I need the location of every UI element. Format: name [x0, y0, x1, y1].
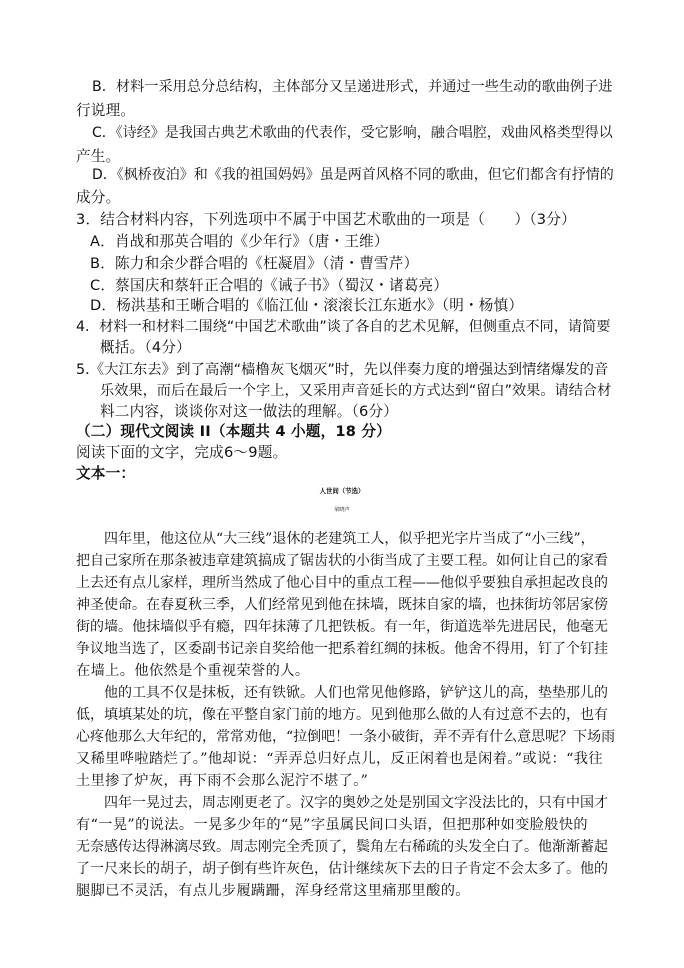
- passage-line: 神圣使命。在春夏秋三季，人们经常见到他在抹墙，既抹自家的墙，也抹街坊邻居家傍: [76, 597, 608, 613]
- q4-line2: 概括。（4分）: [100, 339, 191, 356]
- passage-line: 上去还有点儿家样，理所当然成了他心目中的重点工程——他似乎要独自承担起改良的: [76, 575, 608, 591]
- q3-stem: 3．结合材料内容，下列选项中不属于中国艺术歌曲的一项是（ ）（3分）: [76, 211, 576, 228]
- passage-line: 有“一晃”的说法。一晃多少年的“晃”字虽属民间口头语，但把那种如变脸般快的: [76, 817, 589, 833]
- passage-line: 腿脚已不灵活，有点儿步履蹒跚，浑身经常这里痛那里酸的。: [76, 883, 470, 899]
- passage-line: 土里掺了炉灰，再下雨不会那么泥泞不堪了。”: [76, 773, 369, 789]
- passage-line: 四年里，他这位从“大三线”退休的老建筑工人，似乎把光字片当成了“小三线”，: [76, 531, 595, 547]
- q2-option-c-line2: 产生。: [76, 148, 121, 165]
- passage-line: 心疼他那么大年纪的，常常劝他，“拉倒吧！一条小破街，弄不弄有什么意思呢？下场雨: [76, 729, 616, 745]
- q3-option-c: C．蔡国庆和蔡轩正合唱的《诫子书》（蜀汉・诸葛亮）: [90, 277, 449, 294]
- q2-option-c-line1: C．《诗经》是我国古典艺术歌曲的代表作，受它影响，融合唱腔，戏曲风格类型得以: [92, 125, 613, 141]
- q2-option-b-line1: B．材料一采用总分总结构，主体部分又呈递进形式，并通过一些生动的歌曲例子进: [92, 79, 613, 95]
- passage-line: 低，填填某处的坑，像在平整自家门前的地方。见到他那么做的人有过意不去的，也有: [76, 707, 608, 723]
- q3-option-b: B．陈力和余少群合唱的《枉凝眉》（清・曹雪芹）: [90, 255, 419, 272]
- passage-line: 四年一晃过去，周志刚更老了。汉字的奥妙之处是别国文字没法比的，只有中国才: [76, 795, 608, 811]
- section-instruction: 阅读下面的文字，完成6～9题。: [76, 444, 288, 461]
- passage-line: 无奈感传达得淋漓尽致。周志刚完全秃顶了，鬓角左右稀疏的头发全白了。他渐渐蓄起: [76, 839, 608, 855]
- q5-line3: 料二内容，谈谈你对这一做法的理解。（6分）: [100, 403, 399, 420]
- q2-option-d-line1: D．《枫桥夜泊》和《我的祖国妈妈》虽是两首风格不同的歌曲，但它们都含有抒情的: [92, 167, 614, 183]
- passage-author: 梁晓声: [334, 507, 350, 513]
- q5-line2: 乐效果，而后在最后一个字上，又采用声音延长的方式达到“留白”效果。请结合材: [100, 383, 612, 399]
- q2-option-b-line2: 行说理。: [76, 102, 136, 119]
- passage-line: 又稀里哗啦踏烂了。”他却说：“弄弄总归好点儿，反正闲着也是闲着。”或说：“我往: [76, 751, 603, 767]
- passage-line: 了一尺来长的胡子，胡子倒有些许灰色，估计继续灰下去的日子肯定不会太多了。他的: [76, 861, 608, 877]
- q3-option-d: D．杨洪基和王晰合唱的《临江仙・滚滚长江东逝水》（明・杨慎）: [90, 297, 524, 314]
- passage-line: 街的墙。他抹墙似乎有瘾，四年抹薄了几把铁板。有一年，街道选举先进居民，他毫无: [76, 619, 608, 635]
- passage-line: 在墙上。他依然是个重视荣誉的人。: [76, 663, 310, 679]
- passage-line: 他的工具不仅是抹板，还有铁锨。人们也常见他修路，铲铲这儿的高，垫垫那儿的: [76, 685, 608, 701]
- q2-option-d-line2: 成分。: [76, 189, 121, 206]
- passage-line: 争议地当选了，区委副书记亲自奖给他一把系着红绸的抹板。他舍不得用，钉了个钉挂: [76, 641, 608, 657]
- q5-line1: 5.《大江东去》到了高潮“樯橹灰飞烟灭”时，先以伴奏力度的增强达到情绪爆发的音: [76, 362, 609, 378]
- text-one-label: 文本一：: [76, 465, 136, 482]
- passage-line: 把自己家所在那条被违章建筑搞成了锯齿状的小街当成了主要工程。如何让自己的家看: [76, 553, 608, 569]
- q3-option-a: A．肖战和那英合唱的《少年行》（唐・王维）: [90, 233, 389, 250]
- q4-line1: 4．材料一和材料二围绕“中国艺术歌曲”谈了各自的艺术见解，但侧重点不同，请简要: [76, 319, 611, 335]
- section-heading: （二）现代文阅读 II（本题共 4 小题，18 分）: [76, 423, 391, 440]
- passage-title: 人世间（节选）: [319, 487, 365, 495]
